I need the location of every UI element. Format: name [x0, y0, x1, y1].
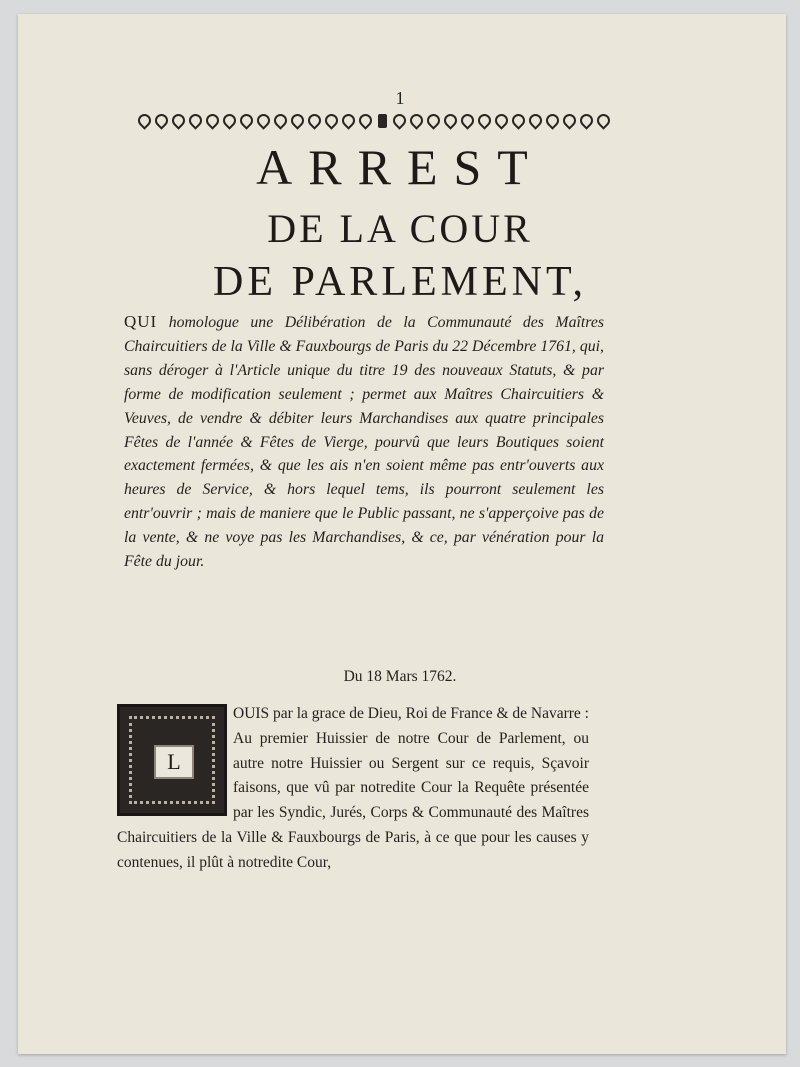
fleuron-ornament [187, 113, 200, 126]
page-number: 1 [395, 88, 405, 108]
fleuron-ornament [153, 113, 166, 126]
fleuron-ornament [340, 113, 353, 126]
fleuron-ornament [136, 113, 149, 126]
fleuron-ornament [595, 113, 608, 126]
title-de-la-cour: DE LA COUR [267, 206, 533, 251]
fleuron-ornament [255, 113, 268, 126]
date-line: Du 18 Mars 1762. [343, 668, 457, 685]
fleuron-ornament [408, 113, 421, 126]
fleuron-ornament [357, 113, 370, 126]
fleuron-ornament [221, 113, 234, 126]
fleuron-ornament [425, 113, 438, 126]
fleuron-ornament [170, 113, 183, 126]
fleuron-ornament [493, 113, 506, 126]
fleuron-ornament [544, 113, 557, 126]
drop-cap-letter: L [154, 745, 194, 779]
fleuron-ornament [561, 113, 574, 126]
drop-cap-initial [117, 704, 227, 816]
fleuron-ornament [323, 113, 336, 126]
fleuron-ornament [306, 113, 319, 126]
title-de-parlement: DE PARLEMENT, [212, 259, 587, 305]
fleuron-ornament [204, 113, 217, 126]
fleuron-ornament [459, 113, 472, 126]
fleuron-ornament [578, 113, 591, 126]
fleuron-ornament [238, 113, 251, 126]
summary-text: homologue une Délibération de la Communauté des Maîtres Chaircuitiers de la Ville & Fauxbourgs de Paris du 22 Décembre 1761, qui, sans déroger à l'Article unique du titre 19 des nouveaux Statuts, & par forme de modification seulement ; permet aux Maîtres Chaircuitiers & Veuves, de vendre & débiter leurs Marchandises aux quatre principales Fêtes de l'année & Fêtes de Vierge, pourvû que leurs Boutiques soient exactement fermées, & que les ais n'en soient même pas entr'ouverts aux heures de Service, & hors lequel tems, ils pourront seulement les entr'ouvrir ; mais de maniere que le Public passant, ne s'apperçoive pas de la vente, & ne voye pas les Marchandises, & ce, par vénération pour la Fête du jour. [124, 314, 604, 571]
fleuron-ornament [527, 113, 540, 126]
fleuron-ornament [272, 113, 285, 126]
decorative-ornament-band [136, 108, 608, 130]
title-arrest: ARREST [256, 139, 544, 195]
fleuron-ornament [289, 113, 302, 126]
fleuron-ornament [391, 113, 404, 126]
fleuron-ornament [476, 113, 489, 126]
summary-first-word: QUI [124, 312, 158, 331]
fleuron-center-ornament [374, 113, 387, 126]
summary-paragraph [124, 310, 604, 574]
fleuron-ornament [510, 113, 523, 126]
fleuron-ornament [442, 113, 455, 126]
body-opening: OUIS [233, 705, 270, 722]
body-text: par la grace de Dieu, Roi de France & de Navarre : Au premier Huissier de notre Cour de Parlement, ou autre notre Huissier ou Sergent sur ce requis, Sçavoir faisons, que vû par notredite Cour la Requête présentée par les Syndic, Jurés, Corps & Communauté des Maîtres Chaircuitiers de la Ville & Fauxbourgs de Paris, à ce que pour les causes y contenues, il plût à notredite Cour, [117, 705, 589, 871]
